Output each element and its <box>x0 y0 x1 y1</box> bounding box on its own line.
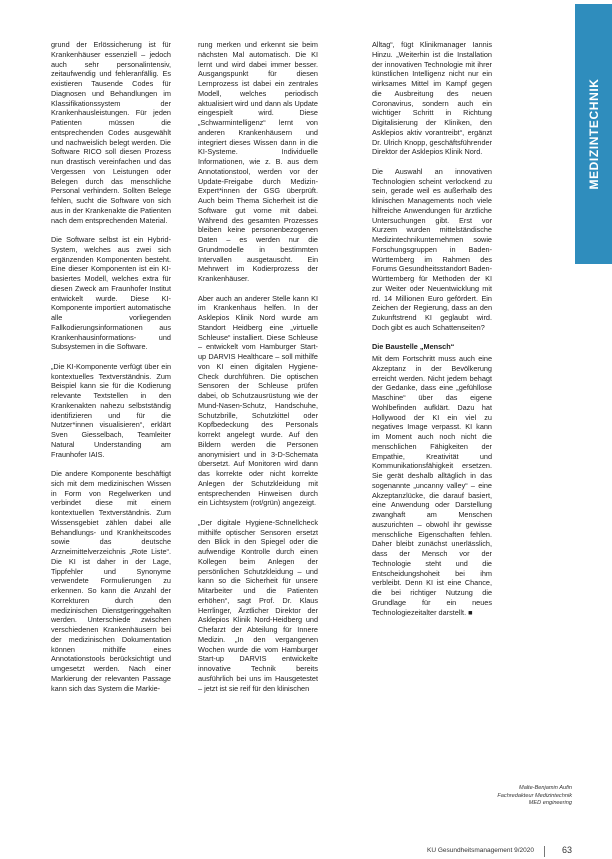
author-credit <box>497 785 572 808</box>
paragraph: rung merken und erkennt sie beim nächsten Mal automatisch. Die KI lernt und wird dabei immer besser. Ausgangspunkt für diesen Lernprozess ist dabei ein zentrales Modell, welches periodisch aktualisiert wird und dann als Update eingespielt wird. Diese „Schwarmintelligenz“ lernt von anderen Krankenhäusern und integriert dieses Wissen dann in die KI-Systeme. Individuelle Informationen, wie z. B. aus dem Annotationstool, werden vor der Update-Freigabe durch Medizin-Expert*innen der GSG überprüft. Auch beim Thema Sicherheit ist die Software gut vorne mit dabei. Während des gesamten Prozesses bleiben keine personenbezogenen Daten – es werden nur die Grundmodelle in bestimmten Intervallen ausgetauscht. Ein Mehrwert im Kodierprozess der Krankenhäuser. <box>198 40 318 283</box>
footer-divider <box>544 846 545 857</box>
section-tab <box>575 4 612 264</box>
text-column-3 <box>372 40 492 617</box>
paragraph: Die Software selbst ist ein Hybrid-System, welches aus zwei sich ergänzenden Komponenten besteht. Eine dieser Komponenten ist ein KI-basiertes Modell, welches extra für diesen Zweck am Fraunhofer Institut entwickelt wurde. Diese KI-Komponente importiert automatische alle vorliegenden Fallkodierungsinformationen aus Krankenhausinformations- und Subsystemen in die Software. <box>51 235 171 352</box>
paragraph: Mit dem Fortschritt muss auch eine Akzeptanz in der Bevölkerung erreicht werden. Nicht jedem behagt der Gedanke, dass eine „gefühllose Maschine“ über das eigene Wohlbefinden aufklärt. Dazu hat Hollywood der KI ein viel zu negatives Image verpasst. KI kann im Moment auch noch nicht die menschlichen Fähigkeiten der Empathie, Kreativität und Kommunikationsfähigkeit ersetzen. Sie gerät deshalb alltäglich in das sogenannte „uncanny valley“ – eine Akzeptanzlücke, die darauf basiert, eine Anwendung oder Darstellung zwanghaft am Menschen auszurichten – obwohl ihr gewisse menschliche Eigenschaften fehlen. Daher bleibt zunächst unerlässlich, dass der Mensch vor der Technologie steht und die Entscheidungshoheit bei ihm verbleibt. Denn KI ist eine Chance, die bei richtiger Nutzung die Grundlage für ein neues Technologiezeitalter darstellt. ■ <box>372 354 492 617</box>
paragraph: Alltag“, fügt Klinikmanager Iannis Hinzu. „Weiterhin ist die Installation der innovativen Technologie mit ihrer künstlichen Intelligenz nicht nur ein wirksames Mittel im Kampf gegen die Ausbreitung des neuen Coronavirus, sondern auch ein wichtiger Schritt in Richtung Digitalisierung der Kliniken, den Asklepios aktiv vorantreibt“, ergänzt Dr. Ulrich Knopp, geschäftsführender Direktor der Asklepios Klinik Nord. <box>372 40 492 157</box>
author-role: Fachredakteur Medizintechnik <box>497 792 572 799</box>
paragraph: grund der Erlössicherung ist für Krankenhäuser essenziell – jedoch auch sehr personalintensiv, zeitaufwendig und fehleranfällig. Es existieren Tausende Codes für Diagnosen und Behandlungen im Klassifikationssystem der Krankenhausleistungen. Für jeden Patienten müssen die entsprechenden Codes ausgewählt und nachweislich belegt werden. Die Software RICO soll diesen Prozess nun drastisch vereinfachen und das Vergessen von Leistungen oder Belegen durch das menschliche Personal verhindern. Sollten Belege fehlen, sucht die Software von sich aus in der Krankenakte die Patienten nach dem entsprechenden Material. <box>51 40 171 225</box>
paragraph: „Die KI-Komponente verfügt über ein kontextuelles Textverständnis. Zum Beispiel kann sie für die Kodierung relevante Textstellen in den Krankenakten nahezu selbstständig identifizieren und für die Nutzer*innen visualisieren“, erklärt Sven Giesselbach, Teamleiter Natural Understanding am Fraunhofer IAIS. <box>51 361 171 459</box>
text-column-2 <box>198 40 318 693</box>
paragraph: Aber auch an anderer Stelle kann KI im Krankenhaus helfen. In der Asklepios Klinik Nord wurde am Standort Heidberg eine „virtuelle Schleuse“ installiert. Diese Schleuse – entwickelt vom Hamburger Start-up DARVIS Healthcare – soll mithilfe von KI einen digitalen Hygiene-Check durchführen. Die optischen Sensoren der Schleuse prüfen dabei, ob Schutzausrüstung wie der Mund-Nasen-Schutz, Handschuhe, Schutzbrille, Schutzkittel oder Kopfbedeckung des Personals korrekt angelegt wurde. Auf den Bildern werden die Personen anonymisiert und in 3-D-Schemata übersetzt. Auf Monitoren wird dann das korrekte oder nicht korrekte Anlegen der Schutzkleidung mit entsprechenden Hinweisen durch ein Lichtsystem (rot/grün) angezeigt. <box>198 293 318 508</box>
paragraph: Die Auswahl an innovativen Technologien scheint verlockend zu sein, gerade weil es außerhalb des klinischen Managements noch viele hilfreiche Anwendungen für ärztliche Untersuchungen gibt. Erst vor Kurzem wurden mittelständische Medizintechnikunternehmen sowie Forschungsgruppen in Baden-Württemberg im Rahmen des Forums Gesundheitsstandort Baden-Württemberg für Methoden der KI zur Weiter oder Neuentwicklung mit rd. 14 Millionen Euro gefördert. Ein Zeichen der Regierung, dass an den Zukunftstrend KI geglaubt wird. Doch gibt es auch Schattenseiten? <box>372 166 492 332</box>
paragraph: Die andere Komponente beschäftigt sich mit dem medizinischen Wissen in Form von Regelwerken und verbindet diese mit einem kontextuellen Textverständnis. Zum Wissensgebiet zählen dabei alle Behandlungs- und Krankheitscodes sowie das deutsche Arzneimittelverzeichnis „Rote Liste“. Die KI ist daher in der Lage, Tippfehler und Synonyme verwendete Formulierungen zu erkennen. So kann die Anzahl der Korrekturen durch den medizinischen Dienstgeringgehalten werden. Unterschiede zwischen verschiedenen Krankenhäusern bei der medizinischen Dokumentation können mithilfe eines Annotationstools berücksichtigt und umgesetzt werden. Nach einer Markierung der relevanten Passage kann sich das System die Markie- <box>51 469 171 693</box>
section-tab-label: MEDIZINTECHNIK <box>586 78 601 190</box>
author-name: Malte-Benjamin Aufin <box>519 785 572 791</box>
paragraph: „Der digitale Hygiene-Schnellcheck mithilfe optischer Sensoren ersetzt den Blick in den Spiegel oder die aufwendige Kontrolle durch einen Kollegen beim Anlegen der persönlichen Schutzkleidung – und kann so die Sicherheit für unsere Mitarbeiter und die Patienten erhöhen“, sagt Prof. Dr. Klaus Herrlinger, Ärztlicher Direktor der Asklepios Klinik Nord-Heidberg und Chefarzt der Abteilung für Innere Medizin. „In den vergangenen Wochen wurde die vom Hamburger Start-up DARVIS entwickelte innovative Technik bereits ausführlich bei uns im Hausgetestet – jetzt ist sie reif für den klinischen <box>198 517 318 693</box>
page-number: 63 <box>561 845 572 855</box>
text-column-1 <box>51 40 171 693</box>
author-affiliation: MED engineering <box>528 800 572 806</box>
footer-journal: KU Gesundheitsmanagement 9/2020 <box>427 847 534 854</box>
subheading: Die Baustelle „Mensch“ <box>372 342 455 352</box>
